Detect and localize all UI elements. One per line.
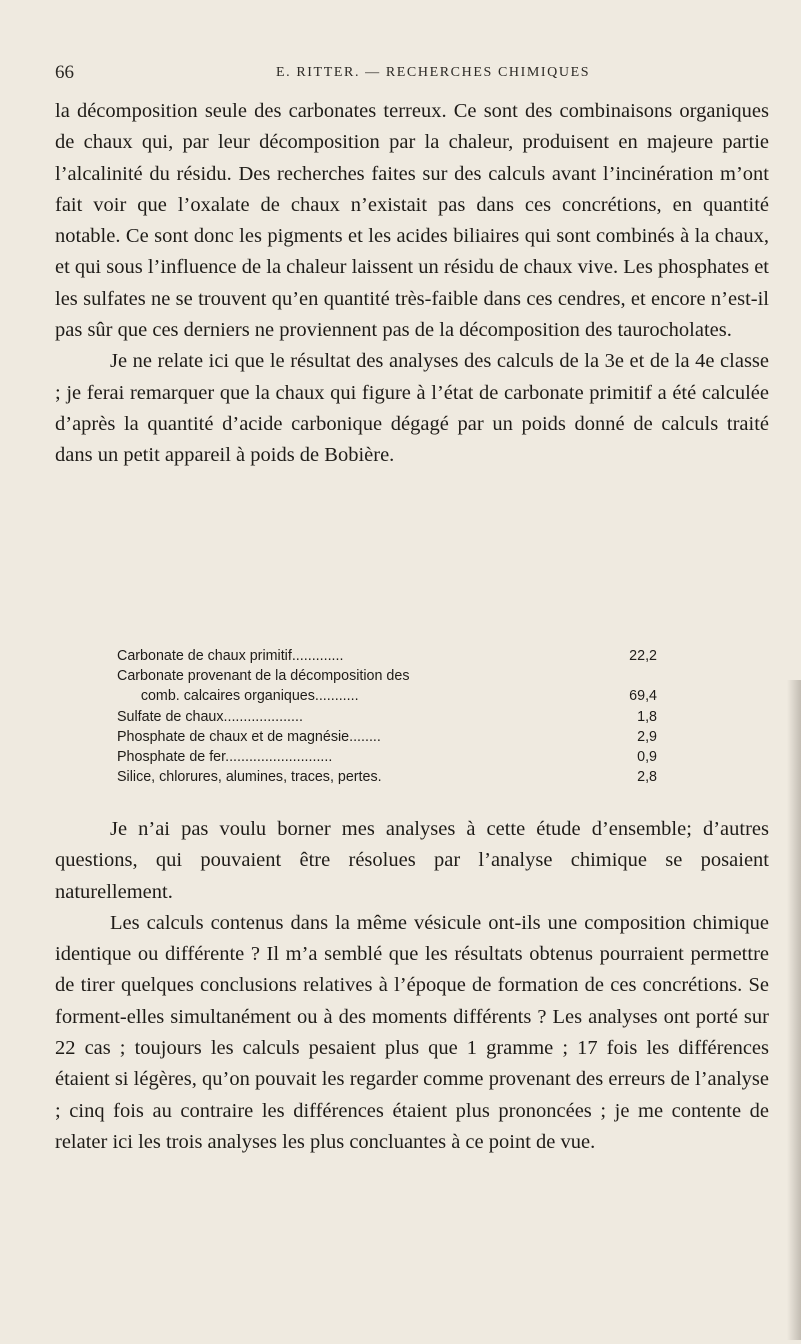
paragraph: Je ne relate ici que le résultat des analyses des calculs de la 3e et de la 4e classe ; je ferai remarquer que la chaux qui figure à l’état de carbonate primitif a été calculée d’après la quantité d’acide carbonique dégagé par un poids donné de calculs traité dans un petit appareil à poids de Bobière. — [55, 350, 769, 467]
paragraph: Je n’ai pas voulu borner mes analyses à cette étude d’ensemble; d’autres questions, qui pouvaient être résolues par l’analyse chimique se posaient naturellement. — [55, 818, 769, 903]
row-value: 2,8 — [637, 769, 657, 786]
table-row — [117, 666, 657, 686]
page-number: 66 — [55, 62, 74, 83]
row-value: 69,4 — [629, 688, 657, 705]
row-value: 22,2 — [629, 648, 657, 664]
row-value: 0,9 — [637, 748, 657, 765]
running-title: E. RITTER. — RECHERCHES CHIMIQUES — [276, 65, 591, 80]
row-label: Carbonate provenant de la décomposition des — [117, 668, 410, 685]
row-value: 1,8 — [637, 708, 657, 725]
table-row — [117, 686, 657, 706]
analysis-table — [117, 646, 657, 787]
table-row — [117, 707, 657, 727]
row-label: Phosphate de fer........................... — [117, 748, 333, 765]
row-label: Phosphate de chaux et de magnésie........ — [117, 728, 381, 745]
row-label: Silice, chlorures, alumines, traces, pertes. — [117, 769, 382, 786]
row-value: 2,9 — [637, 728, 657, 745]
page-header — [55, 62, 765, 90]
table-row — [117, 646, 657, 666]
row-label: Carbonate de chaux primitif............. — [117, 648, 344, 664]
body-text-top — [55, 96, 769, 472]
paragraph: Les calculs contenus dans la même vésicule ont-ils une composition chimique identique ou différente ? Il m’a semblé que les résultats obtenus pourraient permettre de tirer quelques conclusions relatives à l’époque de formation de ces concrétions. Se forment-elles simultanément ou à des moments différents ? Les analyses ont porté sur 22 cas ; toujours les calculs pesaient plus que 1 gramme ; 17 fois les différences étaient si légères, qu’on pouvait les regarder comme provenant des erreurs de l’analyse ; cinq fois au contraire les différences étaient plus prononcées ; je me contente de relater ici les trois analyses les plus concluantes à ce point de vue. — [55, 911, 769, 1153]
table-row — [117, 727, 657, 747]
row-label: comb. calcaires organiques........... — [117, 688, 359, 705]
page-edge-shadow — [787, 680, 801, 1340]
table-row — [117, 747, 657, 767]
body-text-bottom — [55, 814, 769, 1158]
row-label: Sulfate de chaux.................... — [117, 708, 303, 725]
paragraph: la décomposition seule des carbonates terreux. Ce sont des combinaisons organiques de chaux qui, par leur décomposition par la chaleur, produisent en majeure partie l’alcalinité du résidu. Des recherches faites sur des calculs avant l’incinération m’ont fait voir que l’oxalate de chaux n’existait pas dans ces concrétions, en quantité notable. Ce sont donc les pigments et les acides biliaires qui sont combinés à la chaux, et qui sous l’influence de la chaleur laissent un résidu de chaux vive. Les phosphates et les sulfates ne se trouvent qu’en quantité très-faible dans ces cendres, et encore n’est-il pas sûr que ces derniers ne proviennent pas de la décomposition des taurocholates. — [55, 100, 769, 342]
table-row — [117, 767, 657, 787]
